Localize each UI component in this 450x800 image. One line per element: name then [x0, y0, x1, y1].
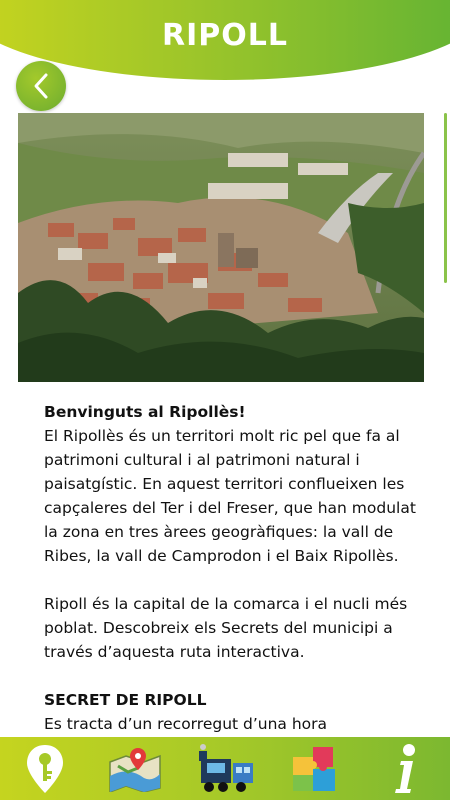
secret-heading: SECRET DE RIPOLL	[44, 691, 207, 709]
chevron-left-icon	[30, 71, 52, 101]
capital-paragraph: Ripoll és la capital de la comarca i el nucli més poblat. Descobreix els Secrets del municipi a través d’aquesta ruta interactiva.	[44, 595, 408, 661]
page-title: RIPOLL	[162, 18, 288, 53]
nav-secrets[interactable]	[10, 737, 80, 800]
welcome-paragraph: El Ripollès és un territori molt ric pel que fa al patrimoni cultural i al patrimoni natural i paisatgístic. En aquest territori conflueixen les capçaleres del Ter i del Freser, que han modulat la zona en tres àrees geogràfiques: la vall de Ribes, la vall de Camprodon i el Baix Ripollès.	[44, 427, 416, 565]
nav-map[interactable]	[100, 737, 170, 800]
description-text	[44, 400, 434, 737]
info-icon	[389, 743, 421, 795]
secret-paragraph: Es tracta d’un recorregut d’una hora	[44, 715, 328, 733]
nav-puzzle[interactable]	[280, 737, 350, 800]
key-pin-icon	[25, 743, 65, 795]
map-icon	[108, 746, 162, 792]
nav-info[interactable]	[370, 737, 440, 800]
back-button[interactable]	[16, 61, 66, 111]
nav-train[interactable]	[190, 737, 260, 800]
town-photo	[18, 113, 424, 382]
scrollbar[interactable]	[444, 113, 447, 283]
train-icon	[195, 743, 255, 795]
puzzle-icon	[289, 743, 341, 795]
welcome-heading: Benvinguts al Ripollès!	[44, 403, 246, 421]
bottom-nav	[0, 737, 450, 800]
